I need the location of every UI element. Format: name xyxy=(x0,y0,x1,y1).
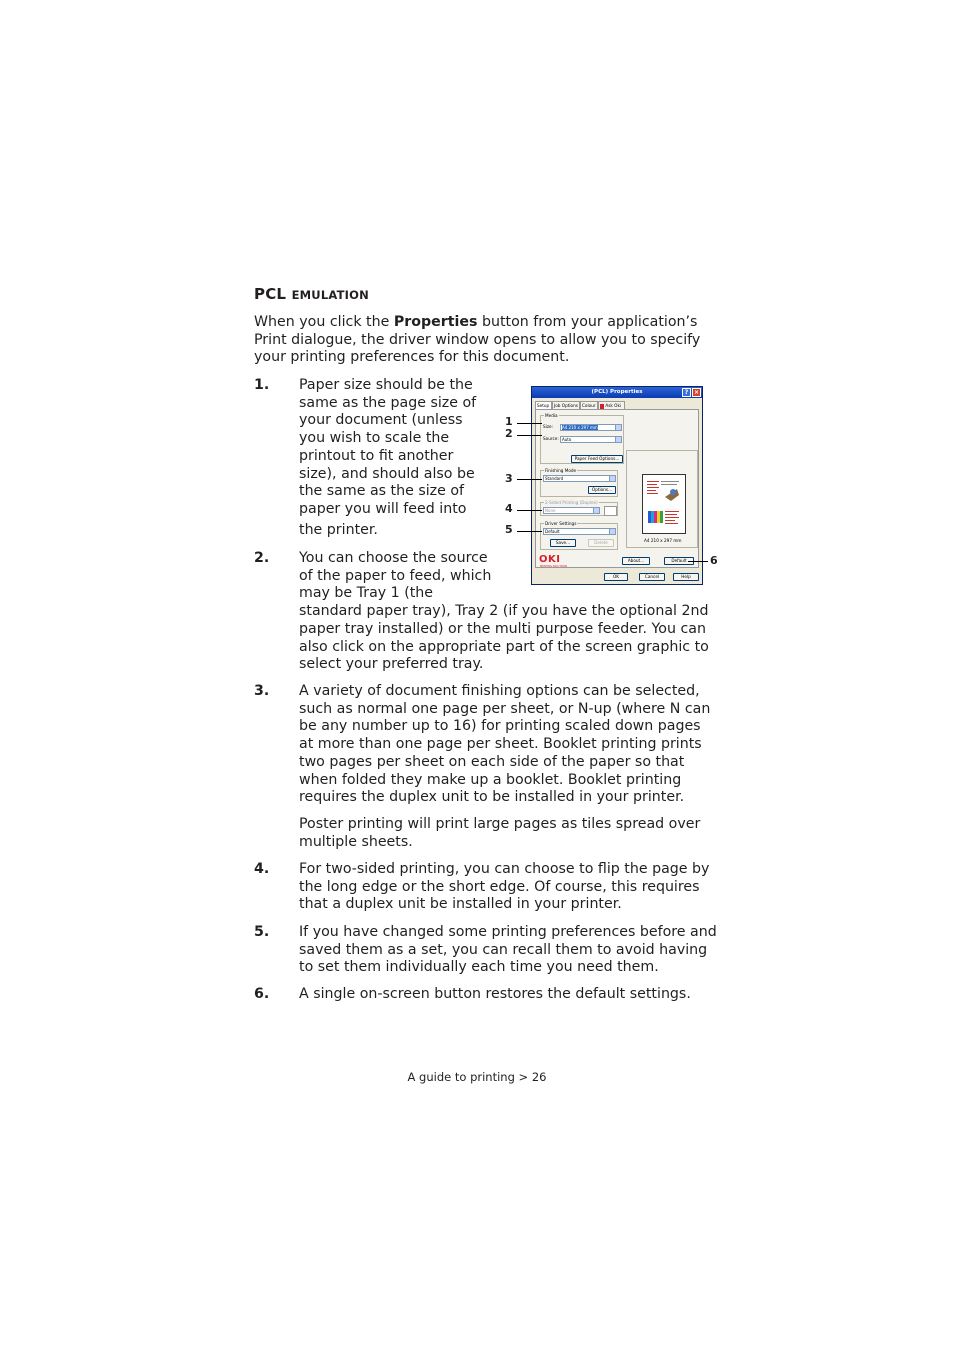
oki-tab-icon xyxy=(600,404,604,409)
item-number: 6. xyxy=(254,986,270,1002)
callout-line xyxy=(517,423,542,424)
source-label: Source: xyxy=(543,436,559,441)
item-1-text: Paper size should be the same as the page size of your document (unless you wish to scale the printout to fit another size), and should also be the same as the size of paper you will feed into the printer. xyxy=(299,377,477,538)
callout-6: 6 xyxy=(710,554,718,567)
chevron-down-icon xyxy=(609,476,615,481)
about-button[interactable]: About... xyxy=(622,557,650,565)
delete-button[interactable]: Delete xyxy=(588,539,614,547)
oki-logo: OKI xyxy=(539,554,561,565)
media-group: Media Size: A4 210 x 297 mm Source: Auto Paper Feed Options... xyxy=(540,415,624,464)
callout-line xyxy=(517,435,542,436)
section-heading: PCL EMULATION xyxy=(254,285,369,303)
callout-5: 5 xyxy=(505,523,513,536)
item-number: 5. xyxy=(254,924,270,940)
size-label: Size: xyxy=(543,424,554,429)
oki-logo-tagline: PRINTING SOLUTIONS xyxy=(540,565,568,568)
item-2-text: You can choose the source of the paper to feed, which may be Tray 1 (the standard paper tray), Tray 2 (if you have the optional 2nd paper tray installed) or the multi purpose feeder. You can also click on the appropriate part of the screen graphic to select your preferred tray. xyxy=(299,550,709,673)
close-icon[interactable]: × xyxy=(693,389,700,396)
paper-feed-options-button[interactable]: Paper Feed Options... xyxy=(571,455,623,463)
two-sided-group: 2-Sided Printing (Duplex) None xyxy=(540,502,618,516)
default-button[interactable]: Default xyxy=(664,557,694,565)
two-sided-select[interactable]: None xyxy=(543,507,600,514)
size-select[interactable]: A4 210 x 297 mm xyxy=(560,424,622,431)
cancel-button[interactable]: Cancel xyxy=(639,573,665,581)
chevron-down-icon xyxy=(609,529,615,534)
driver-settings-group: Driver Settings Default Save... Delete xyxy=(540,523,618,550)
chevron-down-icon xyxy=(615,425,621,430)
options-button[interactable]: Options... xyxy=(588,486,616,494)
dialog-titlebar: (PCL) Properties ? × xyxy=(532,387,702,398)
page-preview-icon xyxy=(642,474,686,534)
callout-line xyxy=(517,531,542,532)
item-3-text: A variety of document finishing options can be selected, such as normal one page per sheet, or N-up (where N can be any number up to 16) for printing scaled down pages at more than one page per sheet. Booklet printing prints two pages per sheet on each side of the paper so that when folded they make up a booklet. Booklet printing requires the duplex unit to be installed in your printer. Poster printing will print large pages as tiles spread over multiple sheets. xyxy=(299,683,711,850)
callout-2: 2 xyxy=(505,427,513,440)
ok-button[interactable]: OK xyxy=(604,573,628,581)
item-number: 3. xyxy=(254,683,270,699)
source-select[interactable]: Auto xyxy=(560,436,622,443)
intro-paragraph: When you click the Properties button from your application’s Print dialogue, the driver window opens to allow you to specify your printing preferences for this document. xyxy=(254,314,701,366)
tab-colour[interactable]: Colour xyxy=(580,401,598,409)
item-6-text: A single on-screen button restores the default settings. xyxy=(299,986,691,1002)
callout-3: 3 xyxy=(505,472,513,485)
tab-ask-oki[interactable]: Ask Oki xyxy=(598,401,625,409)
help-icon[interactable]: ? xyxy=(682,388,691,397)
save-button[interactable]: Save... xyxy=(550,539,576,547)
page-footer: A guide to printing > 26 xyxy=(407,1070,547,1084)
finishing-mode-select[interactable]: Standard xyxy=(543,475,616,482)
item-5-text: If you have changed some printing preferences before and saved them as a set, you can recall them to avoid having to set them individually each time you need them. xyxy=(299,924,717,976)
tab-job-options[interactable]: Job Options xyxy=(552,401,580,409)
callout-line xyxy=(517,510,542,511)
duplex-icon xyxy=(604,506,617,516)
setup-panel xyxy=(535,409,699,568)
chevron-down-icon xyxy=(615,437,621,442)
item-number: 1. xyxy=(254,377,270,393)
item-number: 2. xyxy=(254,550,270,566)
callout-4: 4 xyxy=(505,502,513,515)
driver-settings-select[interactable]: Default xyxy=(543,528,616,535)
finishing-mode-group: Finishing Mode Standard Options... xyxy=(540,470,618,497)
paper-info: A4 210 x 297 mm xyxy=(644,538,682,543)
callout-1: 1 xyxy=(505,415,513,428)
help-button[interactable]: Help xyxy=(673,573,699,581)
item-4-text: For two-sided printing, you can choose to flip the page by the long edge or the short edge. Of course, this requires that a duplex unit be installed in your printer. xyxy=(299,861,710,913)
properties-dialog-screenshot xyxy=(531,386,703,585)
item-number: 4. xyxy=(254,861,270,877)
tab-setup[interactable]: Setup xyxy=(535,401,552,409)
chevron-down-icon xyxy=(593,508,599,513)
callout-line xyxy=(517,479,542,480)
callout-line xyxy=(688,561,708,562)
